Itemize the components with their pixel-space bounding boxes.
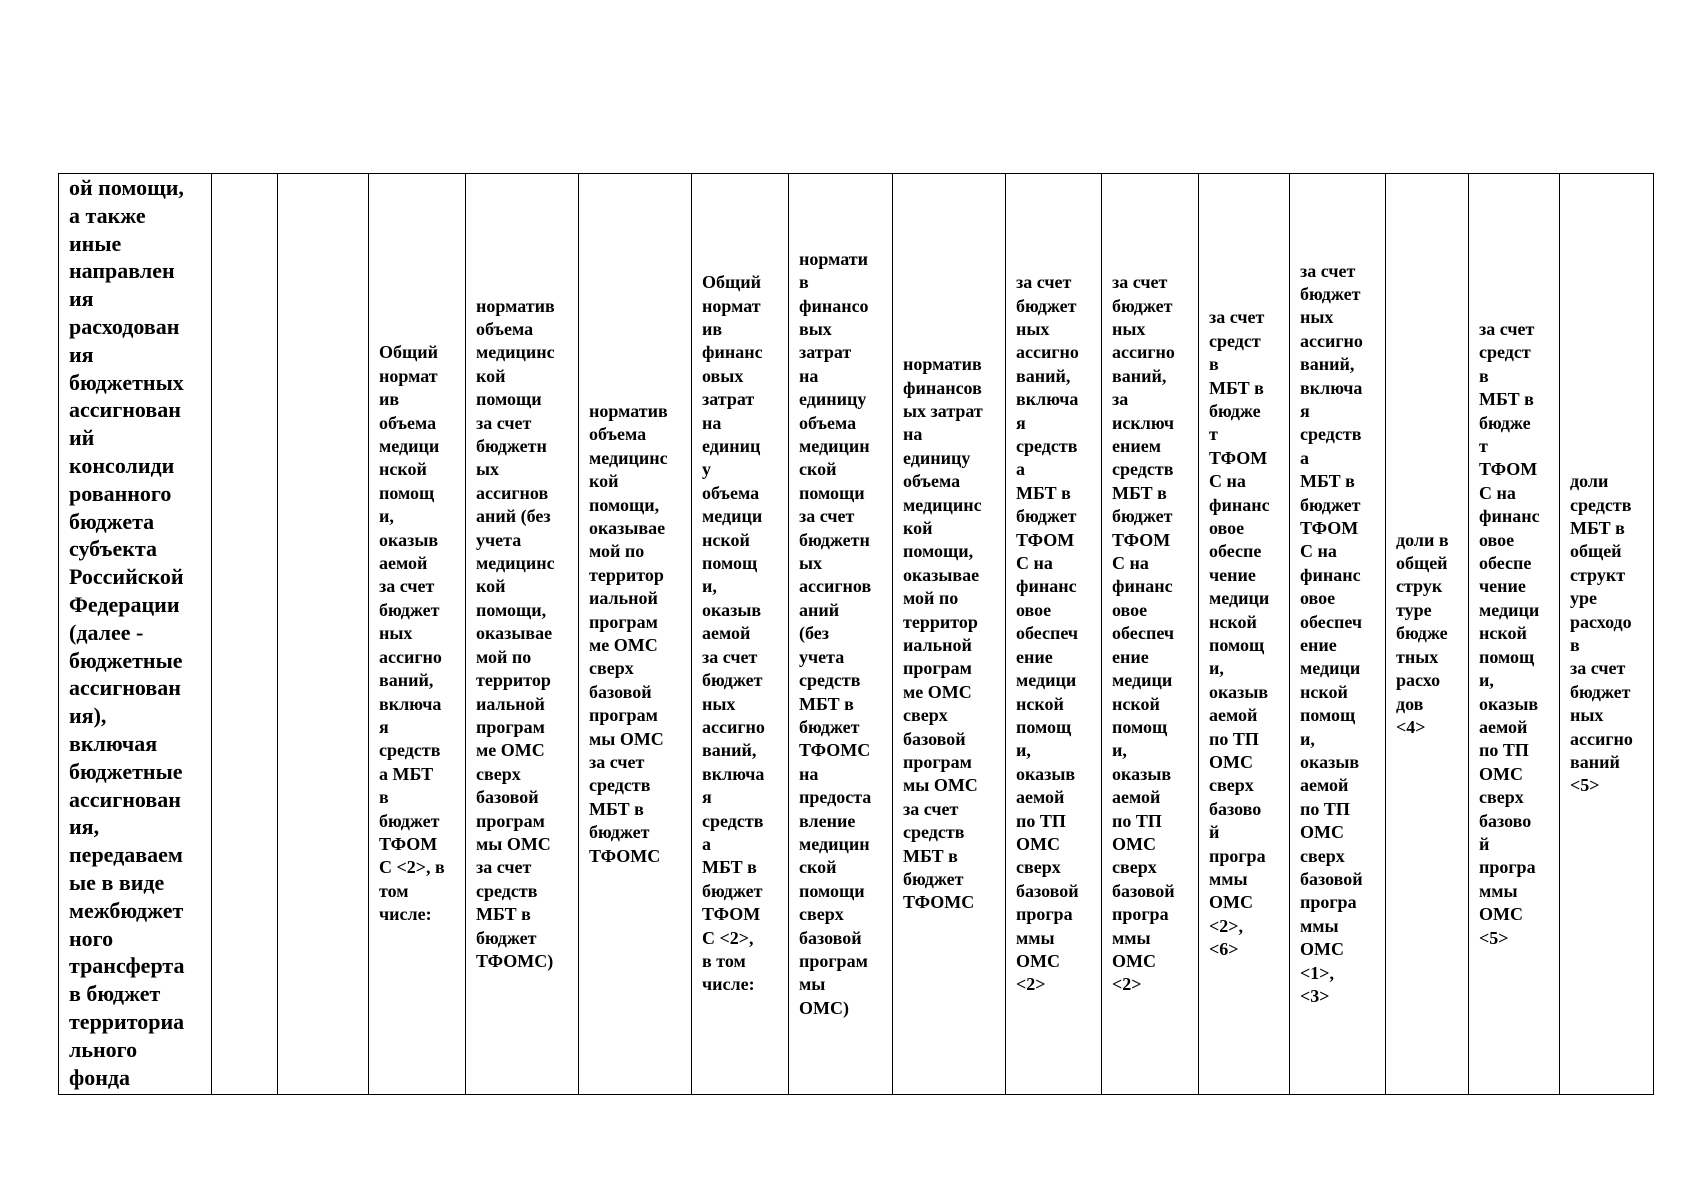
table-cell-empty-3: [278, 174, 369, 1095]
table-row: [59, 174, 1654, 1095]
table-cell-volume-normative-budget: норматив объема медицинс кой помощи за счет бюджетн ых ассигнов аний (без учета медицинс кой помощи, оказывае мой по территор иальной програм ме ОМС сверх базовой програм мы ОМС за счет средств МБТ в бюджет ТФОМС): [466, 174, 579, 1095]
table-cell-budget-excl-mbt: за счет бюджет ных ассигно ваний, за исключ ением средств МБТ в бюджет ТФОМ С на финанс овое обеспеч ение медици нской помощ и, оказыв аемой по ТП ОМС сверх базовой програ ммы ОМС <2>: [1102, 174, 1199, 1095]
table-cell-cost-normative-mbt: норматив финансов ых затрат на единицу объема медицинс кой помощи, оказывае мой по территор иальной програм ме ОМС сверх базовой програм мы ОМС за счет средств МБТ в бюджет ТФОМС: [893, 174, 1006, 1095]
table-cell-budget-incl-mbt-2: за счет бюджет ных ассигно ваний, включа я средств а МБТ в бюджет ТФОМ С на финанс овое обеспеч ение медици нской помощ и, оказыв аемой по ТП ОМС сверх базовой програ ммы ОМС <1>, <3>: [1290, 174, 1386, 1095]
table-cell-mbt-funds-2: за счет средст в МБТ в бюдже т ТФОМ С на финанс овое обеспе чение медици нской помощ и, оказыв аемой по ТП ОМС сверх базово й програ ммы ОМС <5>: [1469, 174, 1560, 1095]
table-cell-share-mbt: доли средств МБТ в общей структ уре расходо в за счет бюджет ных ассигно ваний <5>: [1560, 174, 1654, 1095]
normatives-table: [58, 173, 1654, 1095]
table-cell-budget-incl-mbt: за счет бюджет ных ассигно ваний, включа я средств а МБТ в бюджет ТФОМ С на финанс овое обеспеч ение медици нской помощ и, оказыв аемой по ТП ОМС сверх базовой програ ммы ОМС <2>: [1006, 174, 1102, 1095]
table-cell-share-budget-expenses: доли в общей струк туре бюдже тных расхо дов <4>: [1386, 174, 1469, 1095]
table-cell-total-cost-normative: Общий нормат ив финанс овых затрат на единиц у объема медици нской помощ и, оказыв аемой за счет бюджет ных ассигно ваний, включа я средств а МБТ в бюджет ТФОМ С <2>, в том числе:: [692, 174, 789, 1095]
table-cell-budget-directions: ой помощи, а также иные направлен ия расходован ия бюджетных ассигнован ий консолиди рованного бюджета субъекта Российской Федерации (далее - бюджетные ассигнован ия), включая бюджетные ассигнован ия, передаваем ые в виде межбюджет ного трансферта в бюджет территориа льного фонда: [59, 174, 212, 1095]
table-cell-cost-normative-budget: нормати в финансо вых затрат на единицу объема медицин ской помощи за счет бюджетн ых ассигнов аний (без учета средств МБТ в бюджет ТФОМС на предоста вление медицин ской помощи сверх базовой програм мы ОМС): [789, 174, 893, 1095]
table-cell-mbt-funds: за счет средст в МБТ в бюдже т ТФОМ С на финанс овое обеспе чение медици нской помощ и, оказыв аемой по ТП ОМС сверх базово й програ ммы ОМС <2>, <6>: [1199, 174, 1290, 1095]
table-cell-empty-2: [212, 174, 278, 1095]
table-cell-volume-normative-mbt: норматив объема медицинс кой помощи, оказывае мой по территор иальной програм ме ОМС сверх базовой програм мы ОМС за счет средств МБТ в бюджет ТФОМС: [579, 174, 692, 1095]
table-cell-total-volume-normative: Общий нормат ив объема медици нской помощ и, оказыв аемой за счет бюджет ных ассигно ваний, включа я средств а МБТ в бюджет ТФОМ С <2>, в том числе:: [369, 174, 466, 1095]
